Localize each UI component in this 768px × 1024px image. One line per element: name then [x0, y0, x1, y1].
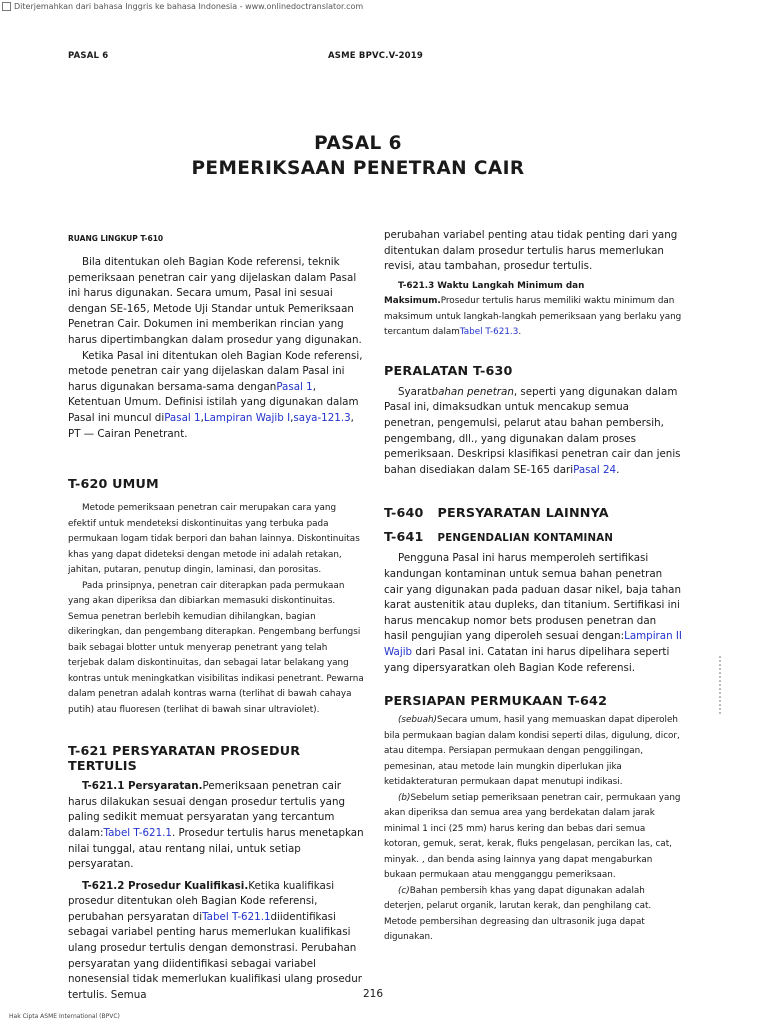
link-lampiran-ii-wajib[interactable]: Lampiran II Wajib [384, 630, 682, 658]
section-heading-t640: T-640 PERSYARATAN LAINNYA [384, 505, 609, 521]
section-heading-t621: T-621 PERSYARATAN PROSEDUR TERTULIS [68, 743, 301, 774]
translation-banner[interactable] [0, 0, 363, 13]
paragraph: Ketika Pasal ini ditentukan oleh Bagian Kode referensi, metode penetran cair yang dijelaskan dalam Pasal ini harus digunakan bersama-sama denganPasal 1, Ketentuan Umum. Definisi istilah yang digunakan dalam Pasal ini muncul diPasal 1,Lampiran Wajib I,saya-121.3, PT — Cairan Penetrant. [68, 349, 363, 440]
banner-text: Diterjemahkan dari bahasa Inggris ke bahasa Indonesia - www.onlinedoctranslator.com [14, 2, 364, 11]
section-heading-t630: PERALATAN T-630 [384, 362, 513, 378]
paragraph: (sebuah)Secara umum, hasil yang memuaskan dapat diperoleh bila permukaan bagian dalam kondisi seperti dilas, digulung, dicor, atau ditempa. Persiapan permukaan dengan penggilingan, pemesinan, atau metode lain mungkin diperlukan jika ketidakteraturan permukaan dapat menutupi indikasi. [384, 715, 680, 788]
link-tabel-t621-1[interactable]: Tabel T-621.1 [103, 826, 172, 839]
copyright-notice: Hak Cipta ASME International (BPVC) [9, 1013, 120, 1020]
page-number: 216 [362, 988, 384, 1000]
link-pasal-1[interactable]: Pasal 1 [164, 411, 201, 424]
paragraph: Metode pemeriksaan penetran cair merupakan cara yang efektif untuk mendeteksi diskontinuitas yang terbuka pada permukaan logam tidak berpori dan bahan lainnya. Diskontinuitas khas yang dapat dideteksi dengan metode ini adalah retakan, jahitan, putaran, penutup dingin, laminasi, dan porositas. [68, 503, 360, 576]
section-heading-t642: PERSIAPAN PERMUKAAN T-642 [384, 693, 608, 709]
link-lampiran-wajib-i[interactable]: Lampiran Wajib I [203, 411, 291, 424]
paragraph: Pada prinsipnya, penetran cair diterapkan pada permukaan yang akan diperiksa dan dibiarkan memasuki diskontinuitas. Semua penetran berlebih kemudian dihilangkan, bagian dikeringkan, dan pengembang diterapkan. Pengembang berfungsi baik sebagai blotter untuk menyerap penetrant yang telah terjebak dalam diskontinuitas, dan sebagai latar belakang yang kontras untuk meningkatkan visibilitas indikasi penetrant. Pewarna dalam penetran adalah kontras warna (terlihat di bawah cahaya putih) atau fluoresen (terlihat di bawah sinar ultraviolet). [68, 580, 364, 715]
paragraph: (b)Sebelum setiap pemeriksaan penetran cair, permukaan yang akan diperiksa dan semua area yang berdekatan dalam jarak minimal 1 inci (25 mm) harus kering dan bebas dari semua kotoran, gemuk, serat, kerak, fluks pengelasan, percikan las, cat, minyak. , dan benda asing lainnya yang dapat mengaburkan bukaan permukaan atau mengganggu pemeriksaan. [384, 792, 681, 881]
translate-icon [2, 2, 11, 11]
link-pasal-1[interactable]: Pasal 1 [276, 380, 313, 393]
paragraph: Syaratbahan penetran, seperti yang digunakan dalam Pasal ini, dimaksudkan untuk mencakup semua penetran, pengemulsi, pelarut atau bahan pembersih, pengembang, dll., yang digunakan dalam proses pemeriksaan. Deskripsi klasifikasi penetran cair dan jenis bahan disediakan dalam SE-165 dariPasal 24. [384, 385, 681, 476]
section-heading-t620: T-620 UMUM [68, 476, 159, 492]
left-column [68, 234, 364, 1003]
paragraph: (c)Bahan pembersih khas yang dapat digunakan adalah deterjen, pelarut organik, larutan kerak, dan penghilang cat. Metode pembersihan degreasing dan ultrasonik juga dapat digunakan. [384, 885, 652, 943]
link-saya-121-3[interactable]: saya-121.3 [293, 411, 351, 424]
link-tabel-t621-1[interactable]: Tabel T-621.1 [202, 910, 271, 923]
paragraph: perubahan variabel penting atau tidak penting dari yang ditentukan dalam prosedur tertulis harus memerlukan revisi, atau tambahan, prosedur tertulis. [384, 229, 678, 273]
paragraph: T-621.1 Persyaratan.Pemeriksaan penetran cair harus dilakukan sesuai dengan prosedur tertulis yang paling sedikit memuat persyaratan yang tercantum dalam:Tabel T-621.1. Prosedur tertulis harus menetapkan nilai tunggal, atau rentang nilai, untuk setiap persyaratan. [68, 780, 364, 871]
right-column [384, 228, 682, 946]
paragraph: T-621.3 Waktu Langkah Minimum dan Maksimum.Prosedur tertulis harus memiliki waktu minimum dan maksimum untuk langkah-langkah pemeriksaan yang berlaku yang tercantum dalamTabel T-621.3. [384, 280, 682, 338]
link-pasal-24[interactable]: Pasal 24 [573, 463, 617, 476]
section-heading-t641: T-641 PENGENDALIAN KONTAMINAN [384, 529, 614, 545]
chapter-title: PEMERIKSAAN PENETRAN CAIR [191, 158, 525, 179]
page-edge-marker [719, 656, 723, 714]
link-tabel-t621-3[interactable]: Tabel T-621.3 [459, 327, 519, 338]
running-header-right: ASME BPVC.V-2019 [328, 51, 424, 61]
running-header-left: PASAL 6 [68, 51, 109, 61]
paragraph: Bila ditentukan oleh Bagian Kode referensi, teknik pemeriksaan penetran cair yang dijelaskan dalam Pasal ini harus digunakan. Secara umum, Pasal ini sesuai dengan SE-165, Metode Uji Standar untuk Pemeriksaan Penetran Cair. Dokumen ini memberikan rincian yang harus dipertimbangkan dalam prosedur yang digunakan. [68, 256, 362, 346]
chapter-number: PASAL 6 [314, 133, 402, 154]
paragraph: Pengguna Pasal ini harus memperoleh sertifikasi kandungan kontaminan untuk semua bahan penetran cair yang digunakan pada paduan dasar nikel, baja tahan karat austenitik atau dupleks, dan titanium. Sertifikasi ini harus mencakup nomor bets produsen penetran dan hasil pengujian yang diperoleh sesuai dengan:Lampiran II Wajib dari Pasal ini. Catatan ini harus dipelihara seperti yang dipersyaratkan oleh Bagian Kode referensi. [384, 552, 682, 674]
paragraph: T-621.2 Prosedur Kualifikasi.Ketika kualifikasi prosedur ditentukan oleh Bagian Kode referensi, perubahan persyaratan diTabel T-621.1diidentifikasi sebagai variabel penting harus memerlukan kualifikasi ulang prosedur tertulis dengan demonstrasi. Perubahan persyaratan yang diidentifikasi sebagai variabel nonesensial tidak memerlukan kualifikasi ulang prosedur tertulis. Semua [68, 879, 362, 1001]
section-heading-t610: RUANG LINGKUP T-610 [68, 234, 164, 243]
